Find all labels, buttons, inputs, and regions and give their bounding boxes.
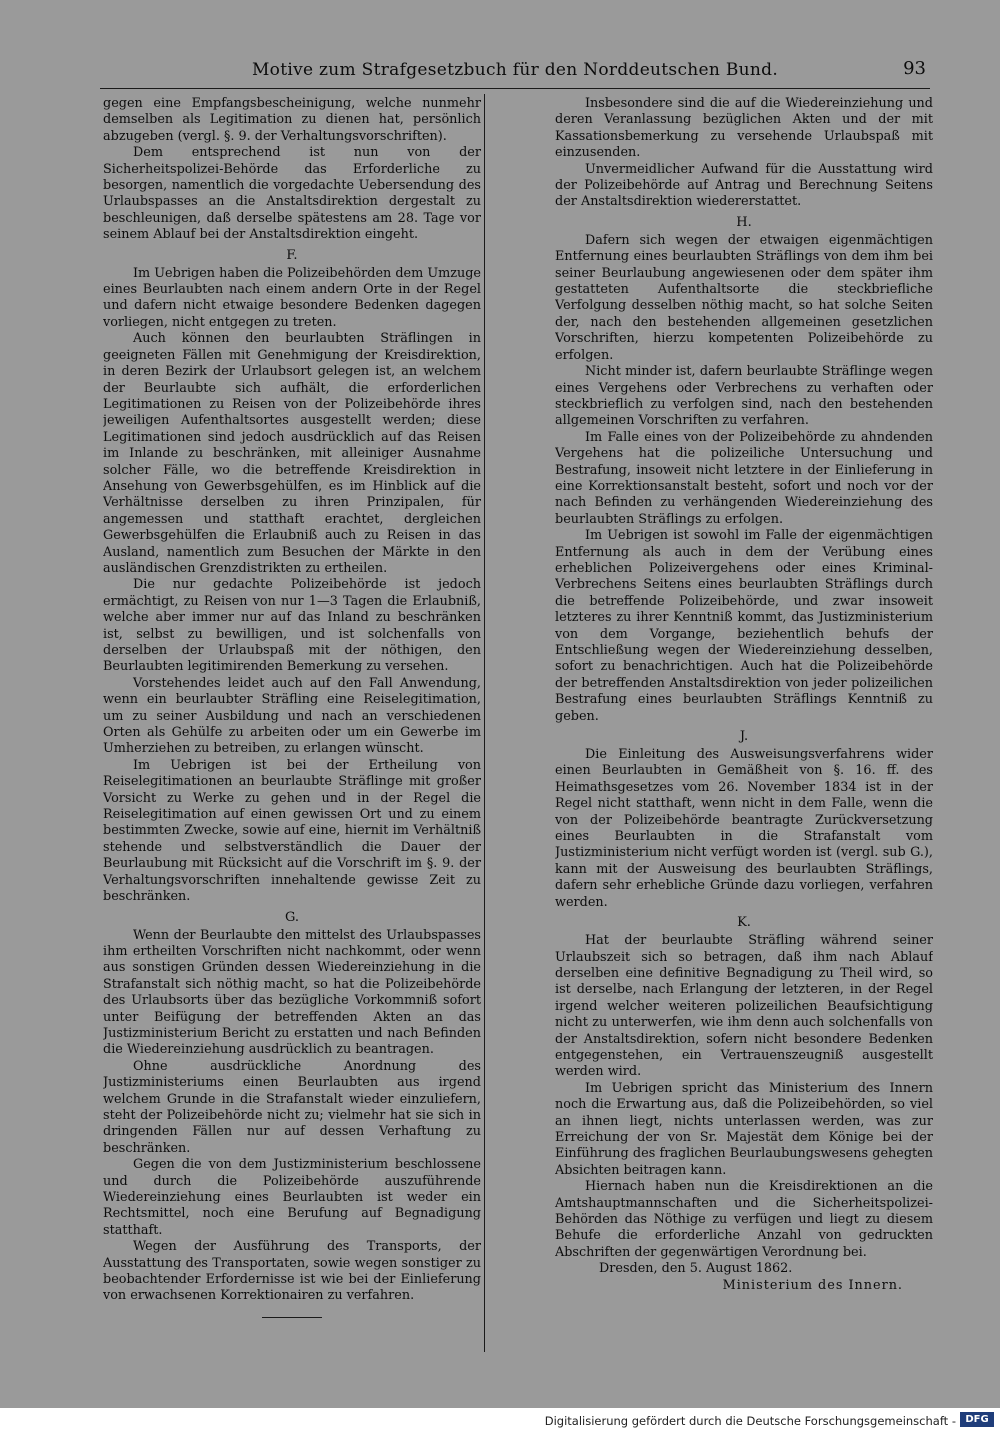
paragraph: Hat der beurlaubte Sträfling während seiner Urlaubszeit sich so betragen, daß ihm nach Ablauf derselben eine definitive Begnadigung zu Theil wird, so ist derselbe, nach Erlangung der letzteren, in der Regel irgend welcher weiteren polizeilichen Beaufsichtigung nicht zu unterwerfen, wie ihm denn auch solchenfalls von der Anstaltsdirektion, sofern nicht besondere Bedenken entgegenstehen, ein Vertrauenszeugniß ausgestellt werden wird.	[555, 933, 933, 1080]
right-text-column	[555, 96, 933, 1346]
footer-credit-text: Digitalisierung gefördert durch die Deutsche Forschungsgemeinschaft -	[544, 1414, 956, 1428]
section-heading: F.	[286, 247, 298, 263]
paragraph: Die Einleitung des Ausweisungsverfahrens wider einen Beurlaubten in Gemäßheit von §. 16. ff. des Heimathsgesetzes vom 26. November 1834 ist in der Regel nicht statthaft, wenn nicht in dem Falle, wenn die von der Polizeibehörde beantragte Zurückversetzung eines Beurlaubten in die Strafanstalt vom Justizministerium nicht verfügt worden ist (vergl. sub G.), kann mit der Ausweisung des beurlaubten Sträflings, dafern sehr erhebliche Gründe dazu vorliegen, verfahren werden.	[555, 747, 933, 910]
column-divider	[484, 94, 485, 1352]
dfg-logo: DFG	[960, 1412, 994, 1427]
signature-ministry: Ministerium des Innern.	[722, 1277, 903, 1293]
paragraph: gegen eine Empfangsbescheinigung, welche nunmehr demselben als Legitimation zu dienen hat, persönlich abzugeben (vergl. §. 9. der Verhaltungsvorschriften).	[103, 96, 481, 144]
section-heading: G.	[284, 909, 300, 925]
page-number: 93	[903, 58, 926, 79]
paragraph: Dafern sich wegen der etwaigen eigenmächtigen Entfernung eines beurlaubten Sträflings von dem ihm bei seiner Beurlaubung angewiesenen oder dem später ihm gestatteten Aufenthaltsorte die steckbriefliche Verfolgung desselben nöthig macht, so hat solche Seiten der, nach den bestehenden allgemeinen gesetzlichen Vorschriften, hierzu kompetenten Polizeibehörde zu erfolgen.	[555, 232, 933, 363]
paragraph: Wenn der Beurlaubte den mittelst des Urlaubspasses ihm ertheilten Vorschriften nicht nachkommt, oder wenn aus sonstigen Gründen dessen Wiedereinziehung in die Strafanstalt sich nöthig macht, so hat die Polizeibehörde des Urlaubsorts über das bezügliche Vorkommniß sofort unter Beifügung der betreffenden Akten an das Justizministerium Bericht zu erstatten und nach Befinden die Wiedereinziehung ausdrücklich zu beantragen.	[103, 927, 481, 1058]
digitization-footer	[0, 1408, 1000, 1432]
paragraph: Insbesondere sind die auf die Wiedereinziehung und deren Veranlassung bezüglichen Akten und der mit Kassationsbemerkung zu versehende Urlaubspaß mit einzusenden.	[555, 96, 933, 161]
paragraph: Im Uebrigen spricht das Ministerium des Innern noch die Erwartung aus, daß die Polizeibehörden, so viel an ihnen liegt, nichts unterlassen werden, was zur Erreichung der von Sr. Majestät dem Könige bei der Einführung des fraglichen Beurlaubungswesens gehegten Absichten beitragen kann.	[555, 1080, 933, 1178]
section-heading: H.	[736, 214, 752, 230]
section-heading: K.	[737, 915, 751, 931]
paragraph: Hiernach haben nun die Kreisdirektionen an die Amtshauptmannschaften und die Sicherheitspolizei-Behörden das Nöthige zu verfügen und liegt zu diesem Behufe die erforderliche Anzahl von gedruckten Abschriften der gegenwärtigen Verordnung bei.	[555, 1179, 933, 1260]
paragraph: Im Uebrigen ist bei der Ertheilung von Reiselegitimationen an beurlaubte Sträflinge mit großer Vorsicht zu Werke zu gehen und in der Regel die Reiselegitimation auf einen gewissen Ort und zu einem bestimmten Zwecke, sowie auf eine, hiernit im Verhältniß stehende und selbstverständlich die Dauer der Beurlaubung mit Rücksicht auf die Vorschrift im §. 9. der Verhaltungsvorschriften innehaltende gewisse Zeit zu beschränken.	[103, 757, 481, 905]
paragraph: Vorstehendes leidet auch auf den Fall Anwendung, wenn ein beurlaubter Sträfling eine Reiselegitimation, um zu seiner Ausbildung und nach an verschiedenen Orten als Gehülfe zu arbeiten oder um ein Gewerbe im Umherziehen zu betreiben, zu erlangen wünscht.	[103, 675, 481, 757]
page-header-title: Motive zum Strafgesetzbuch für den Norddeutschen Bund.	[251, 60, 779, 80]
signature-date: Dresden, den 5. August 1862.	[599, 1261, 793, 1277]
paragraph: Gegen die von dem Justizministerium beschlossene und durch die Polizeibehörde auszuführende Wiedereinziehung eines Beurlaubten ist weder ein Rechtsmittel, noch eine Berufung auf Begnadigung statthaft.	[103, 1157, 481, 1238]
header-rule	[100, 88, 930, 89]
end-rule	[262, 1317, 322, 1318]
paragraph: Im Uebrigen ist sowohl im Falle der eigenmächtigen Entfernung als auch in dem der Verübung eines erheblichen Polizeivergehens oder eines Kriminal-Verbrechens Seitens eines beurlaubten Sträflings durch die betreffende Polizeibehörde, und zwar insoweit letzteres zu ihrer Kenntniß kommt, das Justizministerium von dem Vorgange, beziehentlich behufs der Entschließung wegen der Wiedereinziehung desselben, sofort zu benachrichtigen. Auch hat die Polizeibehörde der betreffenden Anstaltsdirektion von jeder polizeilichen Bestrafung eines beurlaubten Sträflings Kenntniß zu geben.	[555, 528, 933, 724]
running-header	[100, 58, 930, 88]
left-text-column	[103, 96, 481, 1346]
paragraph: Im Falle eines von der Polizeibehörde zu ahndenden Vergehens hat die polizeiliche Untersuchung und Bestrafung, insoweit nicht letztere in der Einlieferung in eine Korrektionsanstalt besteht, sofort und noch vor der nach Befinden zu verhängenden Wiedereinziehung des beurlaubten Sträflings zu erfolgen.	[555, 429, 933, 527]
paragraph: Auch können den beurlaubten Sträflingen in geeigneten Fällen mit Genehmigung der Kreisdirektion, in deren Bezirk der Urlaubsort gelegen ist, an welchem der Beurlaubte sich aufhält, die erforderlichen Legitimationen zu Reisen von der Polizeibehörde ihres jeweiligen Aufenthaltsortes ausgestellt werden; diese Legitimationen sind jedoch ausdrücklich auf das Reisen im Inlande zu beschränken, mit alleiniger Ausnahme solcher Fälle, wo die betreffende Kreisdirektion in Ansehung von Gewerbsgehülfen, es im Hinblick auf die Verhältnisse derselben zu ihren Prinzipalen, für angemessen und statthaft erachtet, dergleichen Gewerbsgehülfen die Erlaubniß auch zu Reisen in das Ausland, namentlich zum Besuchen der Märkte in den ausländischen Grenzdistrikten zu ertheilen.	[103, 331, 481, 576]
paragraph: Unvermeidlicher Aufwand für die Ausstattung wird der Polizeibehörde auf Antrag und Berechnung Seitens der Anstaltsdirektion wiedererstattet.	[555, 161, 933, 210]
paragraph: Die nur gedachte Polizeibehörde ist jedoch ermächtigt, zu Reisen von nur 1—3 Tagen die Erlaubniß, welche aber immer nur auf das Inland zu beschränken ist, selbst zu bewilligen, und ist solchenfalls von derselben der Urlaubspaß mit der nöthigen, den Beurlaubten legitimirenden Bemerkung zu versehen.	[103, 577, 481, 675]
paragraph: Ohne ausdrückliche Anordnung des Justizministeriums einen Beurlaubten aus irgend welchem Grunde in die Strafanstalt wieder einzuliefern, steht der Polizeibehörde nicht zu; vielmehr hat sie sich in dringenden Fällen nur auf dessen Verhaftung zu beschränken.	[103, 1058, 481, 1156]
paragraph: Dem entsprechend ist nun von der Sicherheitspolizei-Behörde das Erforderliche zu besorgen, namentlich die vorgedachte Uebersendung des Urlaubspasses an die Anstaltsdirektion dergestalt zu beschleunigen, daß derselbe spätestens am 28. Tage vor seinem Ablauf bei der Anstaltsdirektion eingeht.	[103, 145, 481, 243]
paragraph: Wegen der Ausführung des Transports, der Ausstattung des Transportaten, sowie wegen sonstiger zu beobachtender Erfordernisse ist wie bei der Einlieferung von erwachsenen Korrektionairen zu verfahren.	[103, 1239, 481, 1304]
paragraph: Nicht minder ist, dafern beurlaubte Sträflinge wegen eines Vergehens oder Verbrechens zu verhaften oder steckbrieflich zu verfolgen sind, nach den bestehenden allgemeinen Vorschriften zu verfahren.	[555, 364, 933, 429]
section-heading: J.	[739, 729, 749, 745]
paragraph: Im Uebrigen haben die Polizeibehörden dem Umzuge eines Beurlaubten nach einem andern Orte in der Regel und dafern nicht etwaige besondere Bedenken dagegen vorliegen, nicht entgegen zu treten.	[103, 265, 481, 330]
